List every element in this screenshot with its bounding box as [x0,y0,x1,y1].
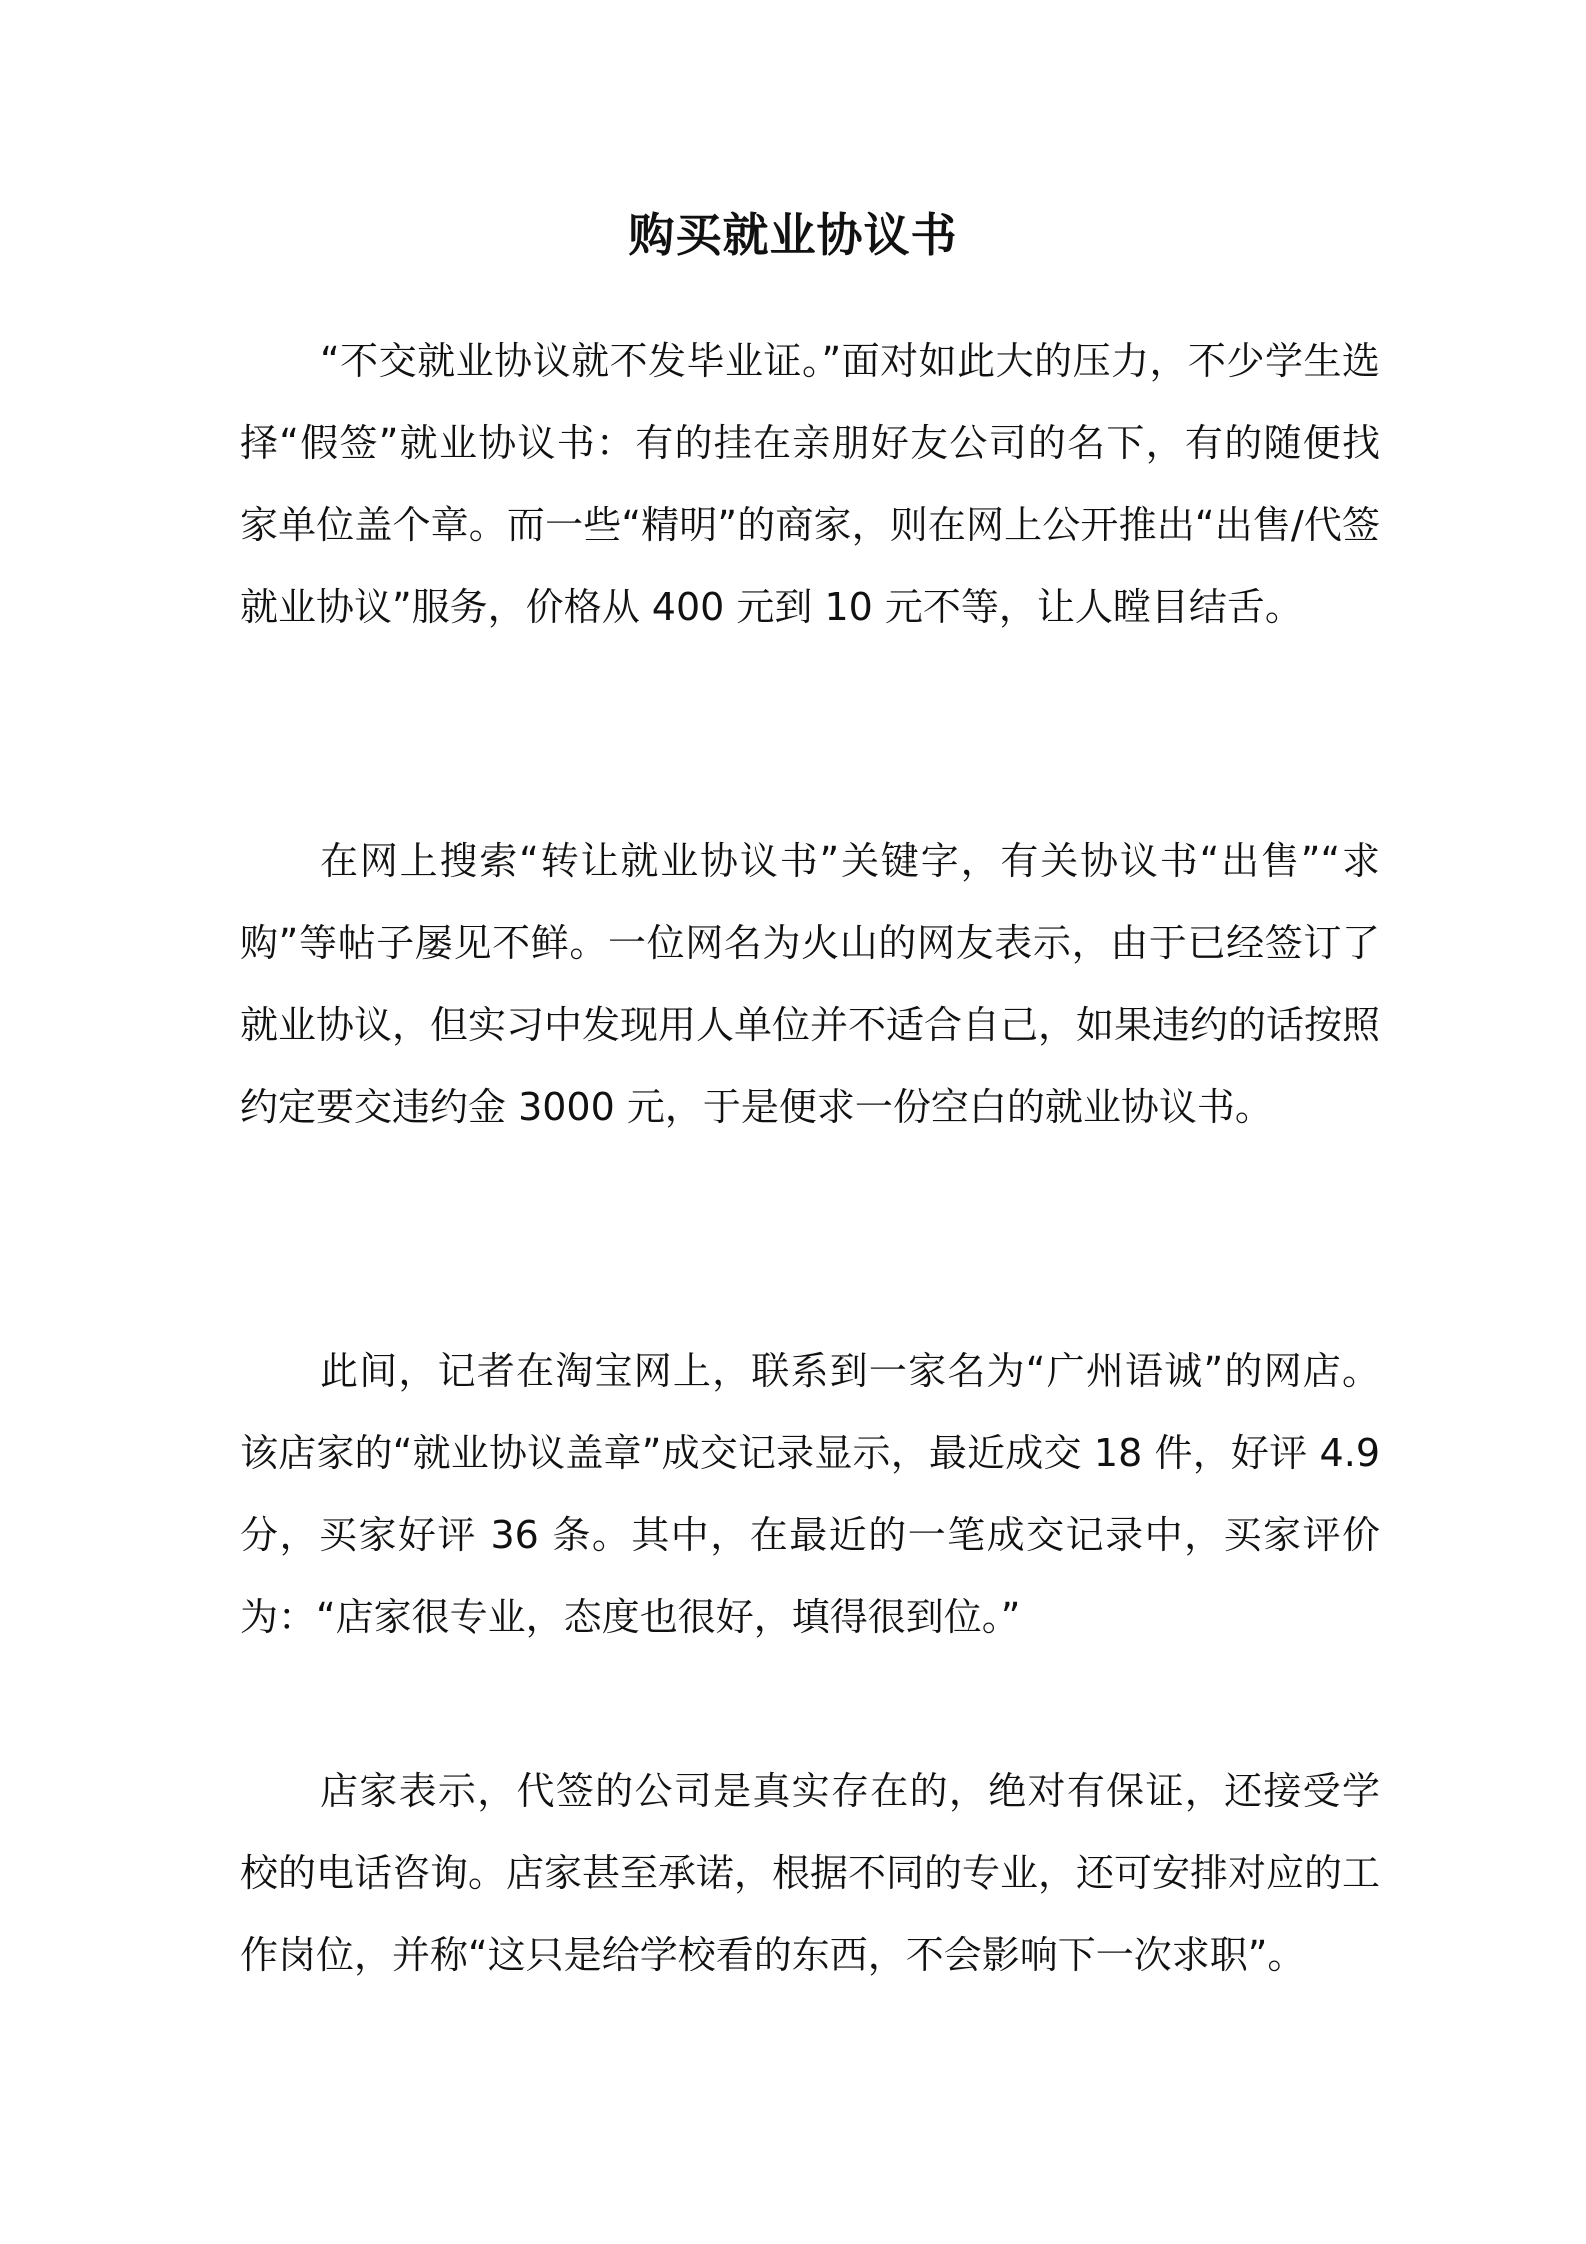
paragraph-1 [240,320,1380,648]
paragraph-text: 在网上搜索“转让就业协议书”关键字，有关协议书“出售”“求购”等帖子屡见不鲜。一位网名为火山的网友表示，由于已经签订了就业协议，但实习中发现用人单位并不适合自己，如果违约的话按照约定要交违约金 3000 元，于是便求一份空白的就业协议书。 [240,839,1381,1129]
paragraph-text: “不交就业协议就不发毕业证。”面对如此大的压力，不少学生选择“假签”就业协议书：有的挂在亲朋好友公司的名下，有的随便找家单位盖个章。而一些“精明”的商家，则在网上公开推出“出售/代签就业协议”服务，价格从 400 元到 10 元不等，让人瞠目结舌。 [240,339,1380,629]
paragraph-2 [240,820,1380,1148]
paragraph-4 [240,1750,1380,1996]
paragraph-text: 此间，记者在淘宝网上，联系到一家名为“广州语诚”的网店。该店家的“就业协议盖章”成交记录显示，最近成交 18 件，好评 4.9 分，买家好评 36 条。其中，在最近的一笔成交记录中，买家评价为：“店家很专业，态度也很好，填得很到位。” [240,1349,1380,1639]
paragraph-text: 店家表示，代签的公司是真实存在的，绝对有保证，还接受学校的电话咨询。店家甚至承诺，根据不同的专业，还可安排对应的工作岗位，并称“这只是给学校看的东西，不会影响下一次求职”。 [240,1769,1381,1977]
document-title: 购买就业协议书 [628,208,958,262]
paragraph-3 [240,1330,1380,1658]
